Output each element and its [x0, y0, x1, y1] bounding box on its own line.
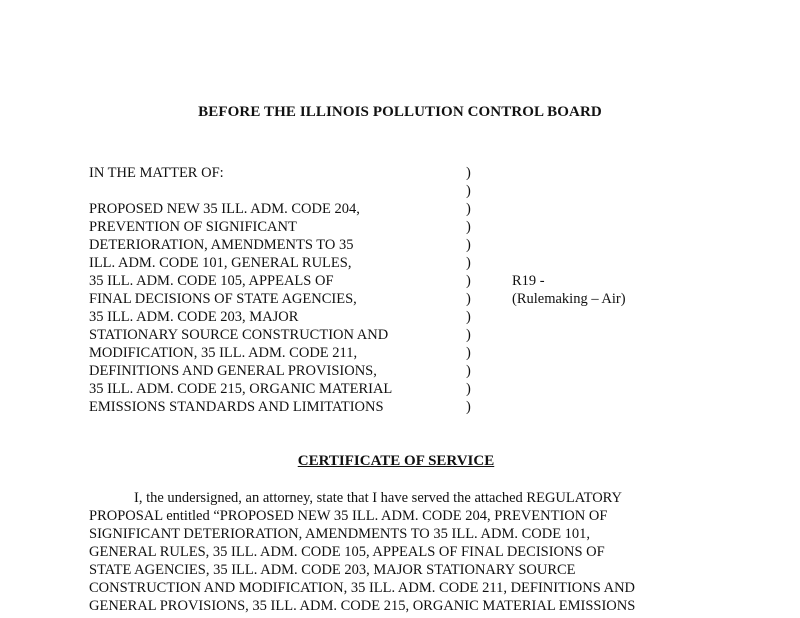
caption-paren: )	[466, 327, 471, 343]
certificate-body	[89, 489, 689, 615]
body-line: GENERAL RULES, 35 ILL. ADM. CODE 105, APPEALS OF FINAL DECISIONS OF	[89, 544, 605, 560]
caption-line: ILL. ADM. CODE 101, GENERAL RULES,	[89, 255, 352, 271]
caption-paren: )	[466, 255, 471, 271]
caption-paren: )	[466, 363, 471, 379]
certificate-title: CERTIFICATE OF SERVICE	[297, 453, 495, 469]
caption-paren: )	[466, 291, 471, 307]
caption-paren: )	[466, 345, 471, 361]
caption-paren: )	[466, 309, 471, 325]
caption-line: MODIFICATION, 35 ILL. ADM. CODE 211,	[89, 345, 358, 361]
docket-number: R19 -	[512, 273, 545, 289]
caption-paren: )	[466, 399, 471, 415]
caption-paren: )	[466, 273, 471, 289]
docket-type: (Rulemaking – Air)	[512, 291, 626, 307]
caption-line: PROPOSED NEW 35 ILL. ADM. CODE 204,	[89, 201, 360, 217]
caption-line: FINAL DECISIONS OF STATE AGENCIES,	[89, 291, 357, 307]
body-line: PROPOSAL entitled “PROPOSED NEW 35 ILL. ADM. CODE 204, PREVENTION OF	[89, 508, 608, 524]
caption-paren: )	[466, 183, 471, 199]
caption-line: DETERIORATION, AMENDMENTS TO 35	[89, 237, 354, 253]
caption-line: PREVENTION OF SIGNIFICANT	[89, 219, 297, 235]
caption-spacer	[89, 182, 459, 200]
in-the-matter-label: IN THE MATTER OF:	[89, 165, 224, 181]
caption-parenthesis-column	[466, 164, 471, 416]
caption-paren: )	[466, 219, 471, 235]
caption-line: DEFINITIONS AND GENERAL PROVISIONS,	[89, 363, 377, 379]
body-line: CONSTRUCTION AND MODIFICATION, 35 ILL. ADM. CODE 211, DEFINITIONS AND	[89, 580, 636, 596]
caption-line: STATIONARY SOURCE CONSTRUCTION AND	[89, 327, 389, 343]
caption-line: 35 ILL. ADM. CODE 105, APPEALS OF	[89, 273, 334, 289]
caption-paren: )	[466, 201, 471, 217]
caption-line: EMISSIONS STANDARDS AND LIMITATIONS	[89, 399, 384, 415]
docket-info	[512, 272, 626, 308]
caption-line: 35 ILL. ADM. CODE 203, MAJOR	[89, 309, 299, 325]
case-caption	[89, 164, 459, 416]
caption-paren: )	[466, 165, 471, 181]
board-heading: BEFORE THE ILLINOIS POLLUTION CONTROL BOARD	[198, 104, 602, 120]
caption-paren: )	[466, 237, 471, 253]
caption-line: 35 ILL. ADM. CODE 215, ORGANIC MATERIAL	[89, 381, 393, 397]
body-line: STATE AGENCIES, 35 ILL. ADM. CODE 203, MAJOR STATIONARY SOURCE	[89, 562, 576, 578]
body-line: GENERAL PROVISIONS, 35 ILL. ADM. CODE 215, ORGANIC MATERIAL EMISSIONS	[89, 598, 636, 614]
caption-paren: )	[466, 381, 471, 397]
body-line: I, the undersigned, an attorney, state that I have served the attached REGULATORY	[134, 490, 623, 506]
body-line: SIGNIFICANT DETERIORATION, AMENDMENTS TO 35 ILL. ADM. CODE 101,	[89, 526, 591, 542]
